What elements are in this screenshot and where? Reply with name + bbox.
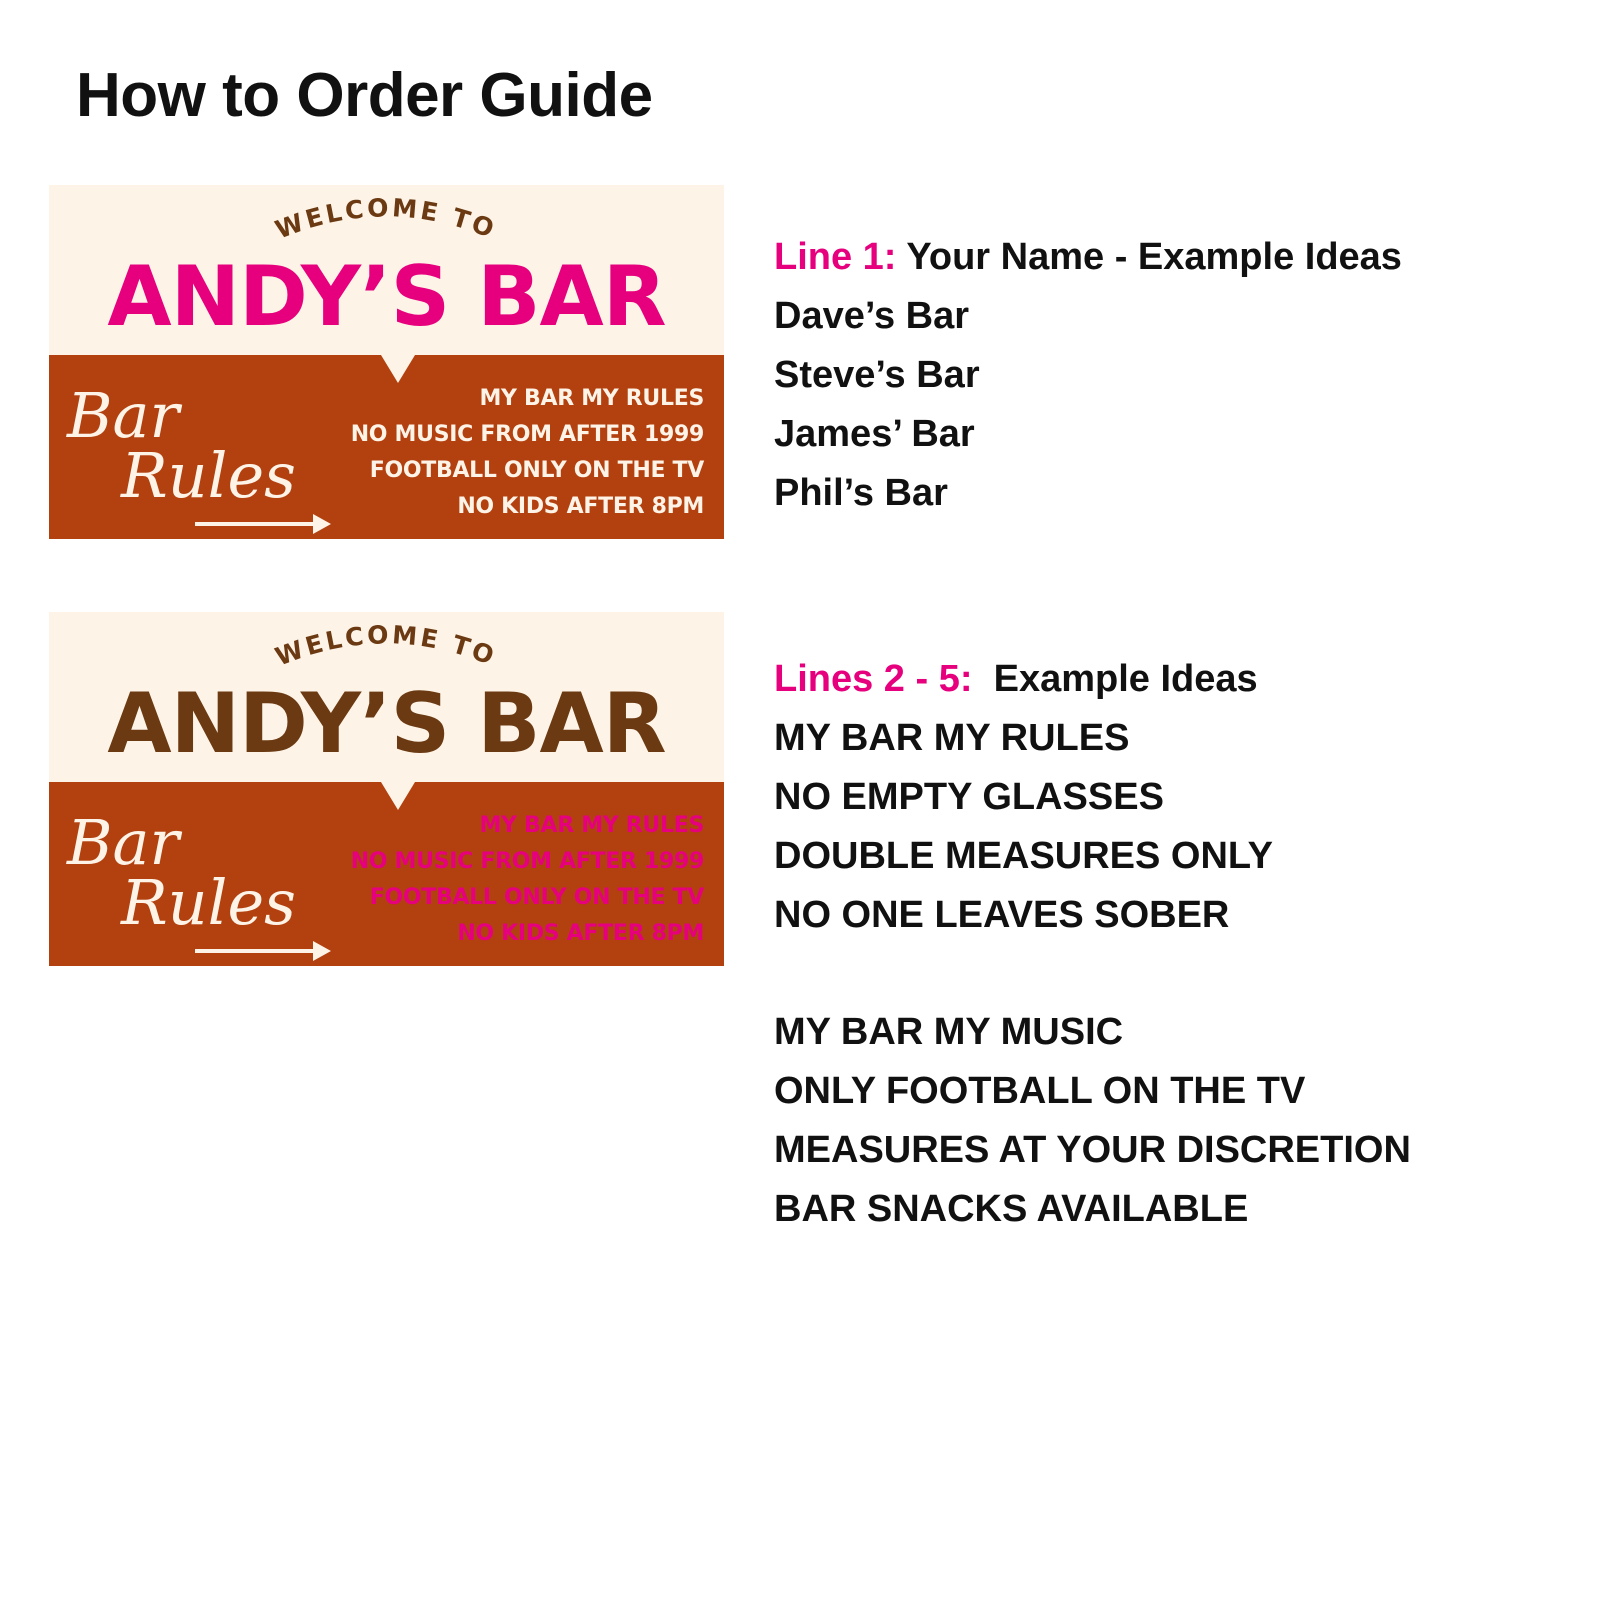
line1-example: James’ Bar — [774, 413, 975, 455]
svg-text:WELCOME TO — [271, 193, 500, 244]
rule-line: NO KIDS AFTER 8PM — [457, 921, 704, 946]
line1-example: Phil’s Bar — [774, 472, 948, 514]
sign-preview-pink-rules — [49, 612, 724, 966]
rule-line: MY BAR MY RULES — [479, 386, 704, 411]
line1-guide — [774, 228, 1402, 523]
lines2to5-more-guide — [774, 1003, 1411, 1239]
sign-preview-pink-name — [49, 185, 724, 539]
lines2to5-example: BAR SNACKS AVAILABLE — [774, 1188, 1249, 1230]
page-title: How to Order Guide — [76, 61, 653, 130]
rule-line: FOOTBALL ONLY ON THE TV — [369, 885, 704, 910]
speech-pointer — [381, 782, 415, 810]
line1-heading — [774, 228, 1402, 287]
lines2to5-example: DOUBLE MEASURES ONLY — [774, 835, 1273, 877]
svg-text:Bar: Bar — [67, 806, 180, 879]
lines2to5-guide — [774, 650, 1273, 945]
rules-list — [351, 381, 704, 525]
lines2to5-example: NO EMPTY GLASSES — [774, 776, 1164, 818]
rules-list — [351, 808, 704, 952]
svg-text:Rules: Rules — [121, 439, 296, 512]
rule-line: MY BAR MY RULES — [479, 813, 704, 838]
lines2to5-example: MEASURES AT YOUR DISCRETION — [774, 1129, 1411, 1171]
line1-example: Steve’s Bar — [774, 354, 980, 396]
svg-text:Rules: Rules — [121, 866, 296, 939]
line1-example: Dave’s Bar — [774, 295, 970, 337]
rule-line: FOOTBALL ONLY ON THE TV — [369, 458, 704, 483]
lines2to5-heading — [774, 650, 1273, 709]
lines2to5-example: ONLY FOOTBALL ON THE TV — [774, 1070, 1306, 1112]
lines2to5-heading-text: Example Ideas — [972, 658, 1258, 700]
speech-pointer — [381, 355, 415, 383]
lines2to5-example: NO ONE LEAVES SOBER — [774, 894, 1230, 936]
bar-name: ANDY’S BAR — [107, 248, 666, 345]
bar-name: ANDY’S BAR — [107, 675, 666, 772]
svg-text:Bar: Bar — [67, 379, 180, 452]
lines2to5-label: Lines 2 - 5: — [774, 658, 973, 700]
welcome-text: WELCOME TO — [271, 193, 501, 245]
lines2to5-example: MY BAR MY RULES — [774, 717, 1130, 759]
bar-rules-script-logo — [61, 369, 341, 539]
svg-text:WELCOME TO — [271, 620, 500, 671]
lines2to5-example: MY BAR MY MUSIC — [774, 1011, 1124, 1053]
rule-line: NO MUSIC FROM AFTER 1999 — [350, 422, 704, 447]
line1-label: Line 1: — [774, 236, 897, 278]
welcome-text: WELCOME TO — [271, 620, 501, 672]
bar-rules-script-logo — [61, 796, 341, 966]
line1-heading-text: Your Name - Example Ideas — [896, 236, 1402, 278]
rule-line: NO MUSIC FROM AFTER 1999 — [350, 849, 704, 874]
rule-line: NO KIDS AFTER 8PM — [457, 494, 704, 519]
